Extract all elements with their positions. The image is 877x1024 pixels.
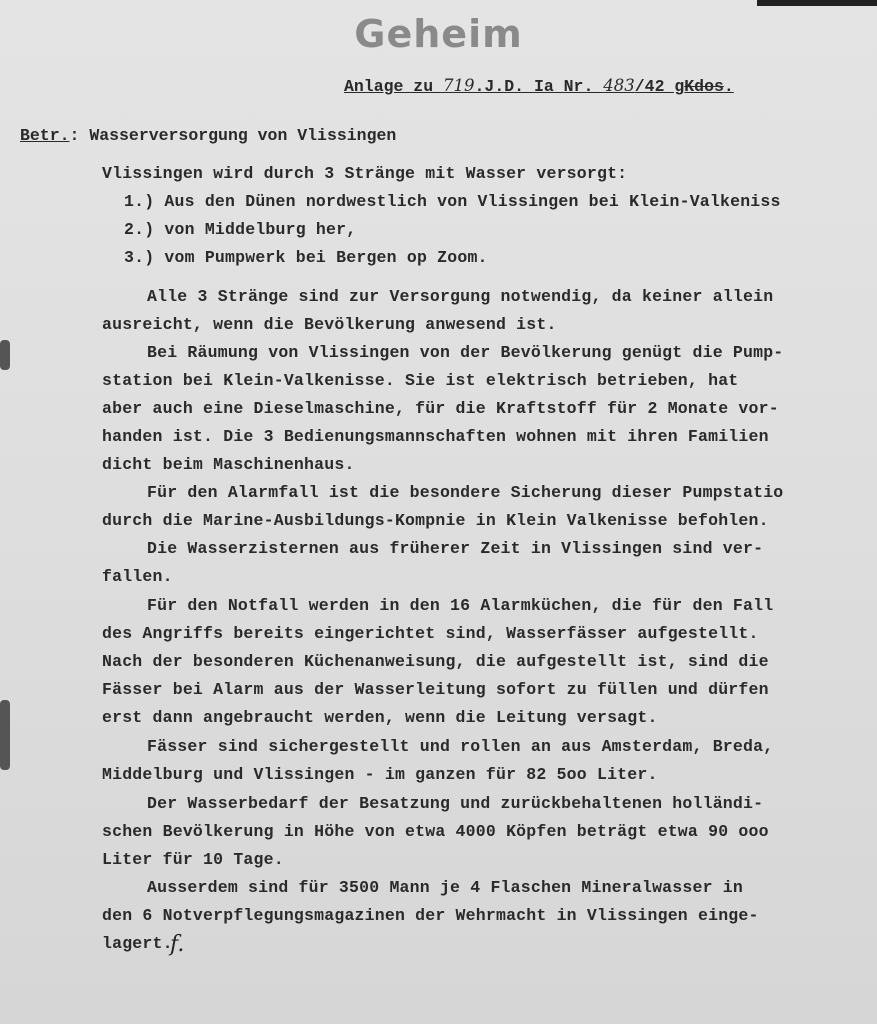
text-line: station bei Klein-Valkenisse. Sie ist elektrisch betrieben, hat: [102, 371, 739, 390]
text-line: durch die Marine-Ausbildungs-Kompnie in Klein Valkenisse befohlen.: [102, 511, 769, 530]
text-line: schen Bevölkerung in Höhe von etwa 4000 Köpfen beträgt etwa 90 ooo: [102, 822, 769, 841]
reference-header: Anlage zu 719.J.D. Ia Nr. 483/42 gKdos.: [344, 76, 734, 96]
text-line: den 6 Notverpflegungsmagazinen der Wehrmacht in Vlissingen einge-: [102, 906, 759, 925]
text-line: Bei Räumung von Vlissingen von der Bevölkerung genügt die Pump-: [147, 343, 784, 362]
text-line: Alle 3 Stränge sind zur Versorgung notwendig, da keiner allein: [147, 287, 774, 306]
text-line: Für den Notfall werden in den 16 Alarmküchen, die für den Fall: [147, 596, 774, 615]
list-item: 3.) vom Pumpwerk bei Bergen op Zoom.: [124, 248, 488, 267]
handwritten-number: 719: [443, 76, 475, 95]
text-line: Die Wasserzisternen aus früherer Zeit in Vlissingen sind ver-: [147, 539, 764, 558]
text-line: erst dann angebraucht werden, wenn die Leitung versagt.: [102, 708, 658, 727]
list-item: 2.) von Middelburg her,: [124, 220, 357, 239]
text-line: Fässer bei Alarm aus der Wasserleitung sofort zu füllen und dürfen: [102, 680, 769, 699]
text-line: aber auch eine Dieselmaschine, für die Kraftstoff für 2 Monate vor-: [102, 399, 779, 418]
text-line: des Angriffs bereits eingerichtet sind, Wasserfässer aufgestellt.: [102, 624, 759, 643]
struck-text: Kdos: [684, 77, 724, 96]
handwritten-nr: 483: [603, 76, 635, 95]
text-line: handen ist. Die 3 Bedienungsmannschaften wohnen mit ihren Familien: [102, 427, 769, 446]
subject-label: Betr.: [20, 126, 70, 145]
text-line: Middelburg und Vlissingen - im ganzen für 82 5oo Liter.: [102, 765, 658, 784]
text-line: lagert.: [102, 934, 173, 953]
handwritten-mark: f.: [170, 932, 185, 957]
text-line: Der Wasserbedarf der Besatzung und zurückbehaltenen holländi-: [147, 794, 764, 813]
list-item: 1.) Aus den Dünen nordwestlich von Vlissingen bei Klein-Valkeniss: [124, 192, 781, 211]
scan-edge-mark: [0, 340, 10, 370]
subject-text: : Wasserversorgung von Vlissingen: [69, 126, 397, 145]
subject-line: [20, 126, 396, 145]
text-line: fallen.: [102, 567, 173, 586]
scan-corner: [757, 0, 877, 6]
text-line: Nach der besonderen Küchenanweisung, die aufgestellt ist, sind die: [102, 652, 769, 671]
text-line: Fässer sind sichergestellt und rollen an aus Amsterdam, Breda,: [147, 737, 774, 756]
text-line: dicht beim Maschinenhaus.: [102, 455, 355, 474]
scan-edge-mark: [0, 700, 10, 770]
text-line: Liter für 10 Tage.: [102, 850, 284, 869]
text-line: Vlissingen wird durch 3 Stränge mit Wasser versorgt:: [102, 164, 628, 183]
text-line: Für den Alarmfall ist die besondere Sicherung dieser Pumpstatio: [147, 483, 784, 502]
classification-stamp: Geheim: [354, 12, 523, 56]
text-line: ausreicht, wenn die Bevölkerung anwesend ist.: [102, 315, 557, 334]
text-line: Ausserdem sind für 3500 Mann je 4 Flaschen Mineralwasser in: [147, 878, 743, 897]
